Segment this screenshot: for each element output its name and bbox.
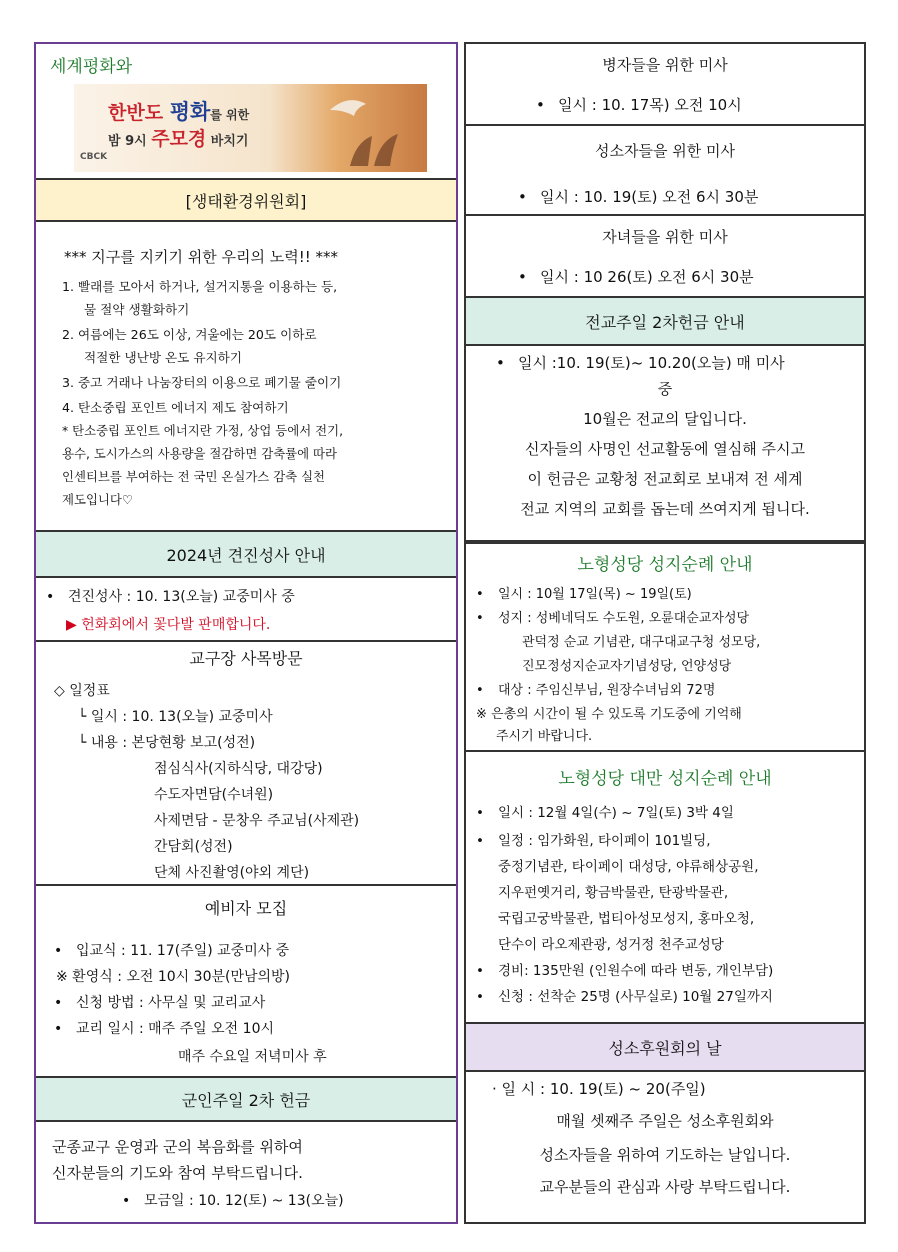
pilgrim1-line: • 성지 : 성베네딕도 수도원, 오륜대순교자성당 (498, 610, 749, 628)
mass-sick-title: 병자들을 위한 미사 (602, 56, 728, 74)
military-line: 군종교구 운영과 군의 복음화를 위하여 (52, 1138, 303, 1156)
pilgrim1-title: 노형성당 성지순례 안내 (577, 555, 753, 575)
mission-header: 전교주일 2차헌금 안내 (464, 296, 866, 346)
pilgrim2-line: • 신청 : 선착순 25명 (사무실로) 10월 27일까지 (498, 988, 773, 1006)
banner-logo: CBCK (80, 152, 108, 162)
eco-line: 3. 중고 거래나 나눔장터의 이용으로 폐기물 줄이기 (62, 375, 342, 390)
vocation-line: 매월 셋째주 주일은 성소후원회와 (556, 1112, 774, 1130)
military-line: 신자분들의 기도와 참여 부탁드립니다. (52, 1164, 303, 1182)
mission-line: 10월은 전교의 달입니다. (583, 410, 747, 428)
mission-line: 중 (657, 380, 673, 398)
vocation-line: 교우분들의 관심과 사랑 부탁드립니다. (539, 1178, 791, 1196)
mission-section (464, 344, 866, 542)
catech-section (36, 884, 456, 1076)
confirm-notice: ▶ 헌화회에서 꽃다발 판매합니다. (66, 617, 271, 633)
eco-header: [생태환경위원회] (36, 178, 456, 222)
pilgrim1-line: 관덕정 순교 기념관, 대구대교구청 성모당, (522, 635, 761, 650)
eco-line: 2. 여름에는 26도 이상, 겨울에는 20도 이하로 (62, 327, 317, 342)
eco-line: 제도입니다♡ (62, 492, 133, 507)
pilgrim1-line: • 대상 : 주임신부님, 원장수녀님외 72명 (498, 682, 715, 700)
mass-children-section (464, 214, 866, 298)
mass-children-title: 자녀들을 위한 미사 (602, 228, 728, 246)
visit-line: 수도자면담(수녀원) (154, 787, 274, 803)
pilgrim2-line: 단수이 라오제관광, 성거정 천주교성당 (498, 937, 724, 953)
pilgrim1-line: 주시기 바랍니다. (496, 729, 593, 744)
visit-line: └ 내용 : 본당현황 보고(성전) (78, 735, 256, 751)
peace-banner-image (74, 84, 427, 172)
eco-line: 용수, 도시가스의 사용량을 절감하면 감축률에 따라 (62, 446, 337, 461)
pilgrim2-line: • 일정 : 임가화원, 타이페이 101빌딩, (498, 832, 711, 850)
eco-line: 인센티브를 부여하는 전 국민 온실가스 감축 실천 (62, 469, 326, 484)
mission-line: 신자들의 사명인 선교활동에 열심해 주시고 (525, 440, 805, 458)
pilgrim2-section (464, 750, 866, 1024)
pilgrim1-section (464, 542, 866, 752)
right-column (464, 42, 866, 1224)
pilgrim2-line: 지우펀옛거리, 황금박물관, 탄광박물관, (498, 885, 729, 901)
vocation-line: · 일 시 : 10. 19(토) ~ 20(주일) (492, 1080, 706, 1098)
mass-vocation-section (464, 124, 866, 216)
eco-line: * 탄소중립 포인트 에너지란 가정, 상업 등에서 전기, (62, 423, 344, 438)
pilgrim1-line: • 일시 : 10월 17일(목) ~ 19일(토) (498, 586, 692, 604)
pilgrim2-title: 노형성당 대만 성지순례 안내 (558, 769, 772, 789)
eco-section (36, 222, 456, 530)
pilgrim2-line: 중정기념관, 타이페이 대성당, 야류해상공원, (498, 859, 759, 875)
eco-line: 4. 탄소중립 포인트 에너지 제도 참여하기 (62, 400, 289, 415)
banner-line2b: 주모경 (151, 128, 207, 150)
confirm-header: 2024년 견진성사 안내 (36, 530, 456, 578)
banner-line1b: 평화 (169, 100, 211, 124)
pilgrim1-line: ※ 은총의 시간이 될 수 있도록 기도중에 기억해 (476, 707, 742, 722)
left-column (34, 42, 458, 1224)
vocation-line: 성소자들을 위하여 기도하는 날입니다. (539, 1146, 791, 1164)
pilgrim2-line: 국립고궁박물관, 법티아성모성지, 홍마오청, (498, 911, 755, 927)
catech-line: 매주 수요일 저녁미사 후 (178, 1049, 327, 1065)
vocation-header: 성소후원회의 날 (464, 1022, 866, 1072)
visit-line: 간담회(성전) (154, 839, 233, 855)
mass-vocation-date: • 일시 : 10. 19(토) 오전 6시 30분 (540, 188, 758, 206)
peace-title: 세계평화와 (50, 57, 133, 77)
vocation-section (464, 1070, 866, 1224)
banner-line2 (108, 124, 248, 151)
mission-line: 이 헌금은 교황청 전교회로 보내져 전 세계 (527, 470, 803, 488)
banner-line1c: 를 위한 (210, 108, 250, 122)
mass-children-date: • 일시 : 10 26(토) 오전 6시 30분 (540, 268, 754, 286)
visit-line: 사제면담 - 문창우 주교님(사제관) (154, 813, 360, 829)
pilgrim2-line: • 경비: 135만원 (인원수에 따라 변동, 개인부담) (498, 962, 773, 980)
visit-line: 점심식사(지하식당, 대강당) (154, 761, 323, 777)
military-section (36, 1122, 456, 1222)
eco-title: *** 지구를 지키기 위한 우리의 노력!! *** (64, 248, 339, 266)
confirm-line: • 견진성사 : 10. 13(오늘) 교중미사 중 (68, 588, 295, 606)
eco-line: 물 절약 생활화하기 (84, 302, 190, 317)
catech-line: • 입교식 : 11. 17(주일) 교중미사 중 (76, 942, 289, 960)
catech-line: ※ 환영식 : 오전 10시 30분(만남의방) (56, 969, 291, 985)
banner-line1 (108, 96, 249, 126)
visit-line: 단체 사진촬영(야외 계단) (154, 865, 310, 881)
peace-section (36, 44, 456, 178)
pilgrim1-line: 진모정성지순교자기념성당, 언양성당 (522, 659, 732, 674)
mass-sick-section (464, 42, 866, 126)
mission-line: • 일시 :10. 19(토)~ 10.20(오늘) 매 미사 (518, 354, 785, 372)
visit-line: ◇ 일정표 (54, 683, 110, 699)
mission-line: 전교 지역의 교회를 돕는데 쓰여지게 됩니다. (520, 500, 810, 518)
mass-sick-date: • 일시 : 10. 17목) 오전 10시 (558, 96, 742, 114)
visit-line: └ 일시 : 10. 13(오늘) 교중미사 (78, 709, 273, 725)
visit-section (36, 640, 456, 884)
catech-header: 예비자 모집 (204, 899, 288, 918)
dove-hands-icon (310, 88, 420, 168)
banner-line2c: 바치기 (206, 134, 249, 149)
catech-line: • 교리 일시 : 매주 주일 오전 10시 (76, 1020, 274, 1038)
banner-line1a: 한반도 (108, 102, 170, 124)
eco-line: 적절한 냉난방 온도 유지하기 (84, 350, 242, 365)
military-line: • 모금일 : 10. 12(토) ~ 13(오늘) (144, 1192, 344, 1210)
visit-header: 교구장 사목방문 (189, 649, 303, 668)
confirm-section (36, 578, 456, 640)
mass-vocation-title: 성소자들을 위한 미사 (595, 142, 735, 160)
pilgrim2-line: • 일시 : 12월 4일(수) ~ 7일(토) 3박 4일 (498, 804, 734, 822)
eco-line: 1. 빨래를 모아서 하거나, 설거지통을 이용하는 등, (62, 279, 338, 294)
military-header: 군인주일 2차 헌금 (36, 1076, 456, 1122)
catech-line: • 신청 방법 : 사무실 및 교리교사 (76, 994, 265, 1012)
banner-line2a: 밤 9시 (108, 134, 152, 149)
